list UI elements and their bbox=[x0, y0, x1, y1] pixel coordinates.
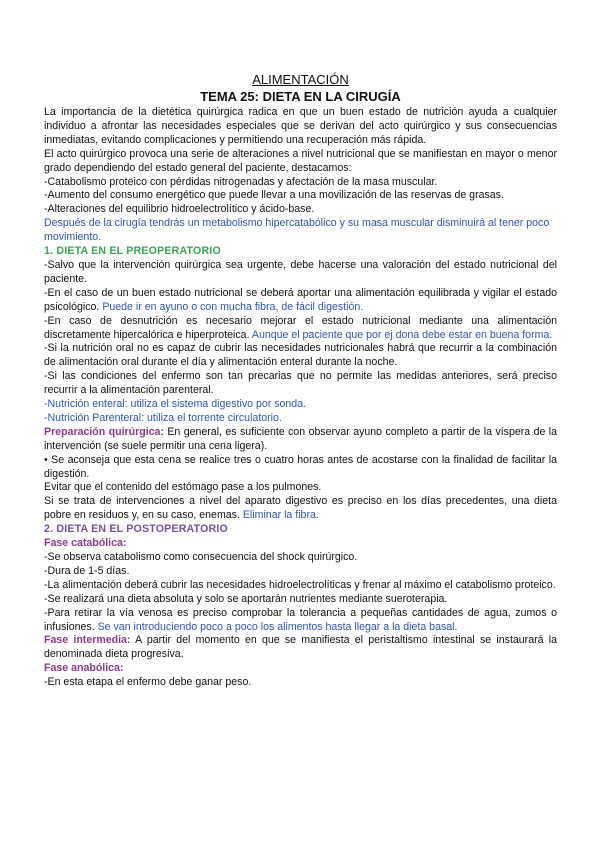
paragraph: Evitar que el contenido del estómago pase a los pulmones. bbox=[44, 481, 322, 494]
paragraph-text: -En caso de desnutrición es necesario mejorar el estado nutricional mediante una alimentación discretamente hipercalórica e hiperproteica. bbox=[44, 314, 557, 341]
document-title: ALIMENTACIÓN bbox=[252, 72, 349, 87]
note-text: Se van introduciendo poco a poco los alimentos hasta llegar a la dieta basal. bbox=[97, 620, 458, 633]
intro-note: Después de la cirugía tendrás un metabolismo hipercatabólico y su masa muscular disminuirá al tener poco movimiento. bbox=[44, 217, 550, 244]
paragraph bbox=[44, 495, 557, 523]
list-item: -En esta etapa el enfermo debe ganar peso. bbox=[44, 676, 252, 689]
list-item bbox=[44, 607, 557, 635]
document-subtitle: TEMA 25: DIETA EN LA CIRUGÍA bbox=[200, 89, 401, 104]
section-heading-postoperative: 2. DIETA EN EL POSTOPERATORIO bbox=[44, 523, 228, 536]
paragraph bbox=[44, 634, 557, 662]
note-text: Puede ir en ayuno o con mucha fibra, de fácil digestión. bbox=[102, 300, 364, 313]
paragraph bbox=[44, 287, 557, 315]
phase-label-anabolic: Fase anabólica: bbox=[44, 662, 124, 675]
list-item: -La alimentación deberá cubrir las necesidades hidroelectrolíticas y frenar al máximo el catabolismo proteico. bbox=[44, 578, 556, 591]
paragraph-text: En general, es suficiente con observar ayuno completo a partir de la víspera de la intervención (se suele permitir una cena ligera). bbox=[44, 425, 557, 452]
list-item: -Se observa catabolismo como consecuencia del shock quirúrgico. bbox=[44, 551, 358, 563]
note-text: Aunque el paciente que por ej dona debe estar en buena forma. bbox=[251, 328, 553, 341]
intro-list-item: -Alteraciones del equilibrio hidroelectrolítico y ácido-base. bbox=[44, 203, 315, 216]
paragraph: -Salvo que la intervención quirúrgica sea urgente, debe hacerse una valoración del estado nutricional del paciente. bbox=[44, 258, 557, 285]
intro-list-item: -Catabolismo proteico con pérdidas nitrogenadas y afectación de la masa muscular. bbox=[44, 175, 438, 188]
paragraph bbox=[44, 315, 557, 343]
paragraph-text: A partir del momento en que se manifiesta el peristaltismo intestinal se instaurará la denominada dieta progresiva. bbox=[44, 634, 557, 661]
paragraph-text: -En el caso de un buen estado nutricional se deberá aportar una alimentación equilibrada y vigilar el estado psicológico. bbox=[44, 286, 557, 313]
note-parenteral: -Nutrición Parenteral: utiliza el torrente circulatorio. bbox=[44, 411, 282, 424]
note-enteral: -Nutrición enteral: utiliza el sistema digestivo por sonda. bbox=[44, 398, 307, 411]
intro-paragraph: La importancia de la dietética quirúrgica radica en que un buen estado de nutrición ayuda a cualquier individuo a afrontar las necesidades especiales que se derivan del acto quirúrgico y sus consecuencias inmediatas, evitando complicaciones y permitiendo una recuperación más rápida. bbox=[44, 106, 557, 146]
bullet-paragraph: • Se aconseja que esta cena se realice tres o cuatro horas antes de acostarse con la finalidad de facilitar la digestión. bbox=[44, 453, 557, 480]
prep-label: Preparación quirúrgica: bbox=[44, 425, 164, 438]
paragraph-text: -Para retirar la vía venosa es preciso comprobar la tolerancia a pequeñas cantidades de agua, zumos o infusiones. bbox=[44, 606, 557, 633]
intro-paragraph: El acto quirúrgico provoca una serie de alteraciones a nivel nutricional que se manifiestan en mayor o menor grado dependiendo del estado general del paciente, destacamos: bbox=[44, 147, 557, 174]
paragraph-text: Si se trata de intervenciones a nivel del aparato digestivo es preciso en los días precedentes, una dieta pobre en residuos y, en su caso, enemas. bbox=[44, 495, 557, 522]
phase-label-catabolic: Fase catabólica: bbox=[44, 537, 127, 550]
paragraph: -Si las condiciones del enfermo son tan precarias que no permite las medidas anteriores, será preciso recurrir a la alimentación parenteral. bbox=[44, 370, 557, 397]
section-heading-preoperative: 1. DIETA EN EL PREOPERATORIO bbox=[44, 245, 221, 258]
paragraph: -Si la nutrición oral no es capaz de cubrir las necesidades nutricionales habrá que recurrir a la combinación de alimentación oral durante el día y alimentación enteral durante la noche. bbox=[44, 342, 557, 369]
paragraph bbox=[44, 426, 557, 454]
intro-list-item: -Aumento del consumo energético que puede llevar a una movilización de las reservas de grasas. bbox=[44, 189, 504, 202]
list-item: -Dura de 1-5 días. bbox=[44, 564, 130, 577]
note-text: Eliminar la fibra. bbox=[242, 509, 319, 522]
phase-label-intermediate: Fase intermedia: bbox=[44, 634, 131, 647]
list-item: -Se realizará una dieta absoluta y solo se aportarán nutrientes mediante sueroterapia. bbox=[44, 592, 448, 605]
